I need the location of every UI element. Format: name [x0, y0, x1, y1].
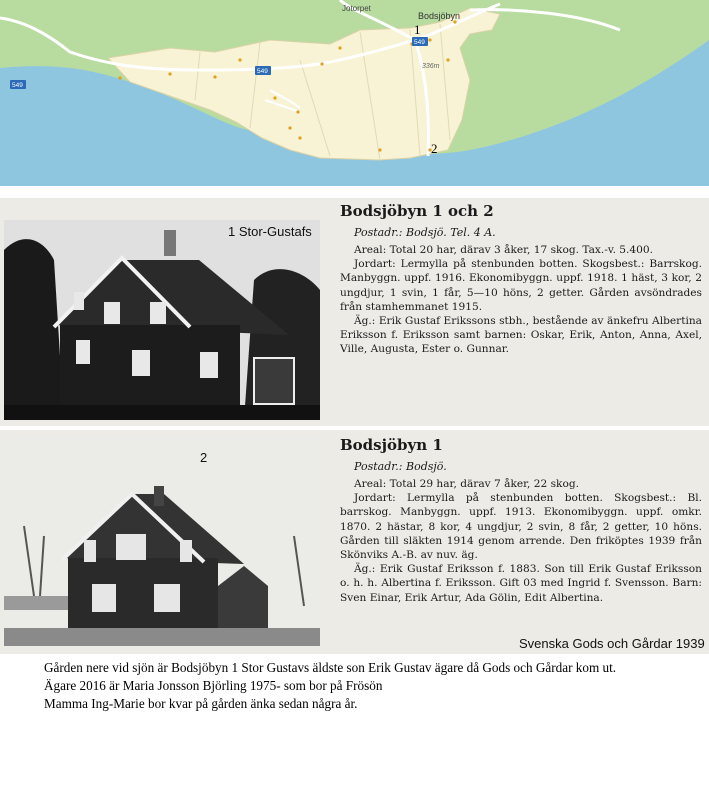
entry-1-postadr: Postadr.: Bodsjö. Tel. 4 A. — [354, 226, 496, 239]
entry-1-title: Bodsjöbyn 1 och 2 — [340, 202, 494, 220]
map[interactable] — [0, 0, 709, 186]
map-road-number-lower: 549 — [257, 68, 268, 75]
map-label-village: Bodsjöbyn — [418, 11, 461, 21]
note-line-1: Gården nere vid sjön är Bodsjöbyn 1 Stor Gustavs äldste son Erik Gustav ägare då Gods och Gårdar kom ut. — [44, 660, 617, 675]
entry-2-postadr: Postadr.: Bodsjö. — [354, 460, 447, 473]
entry-2-jordart: Jordart: Lermylla på stenbunden botten. Skogsbest.: Bl. barrskog. Manbyggn. uppf. 1913. Ekonomibyggn. uppf. omkr. 1870. 2 hästar, 8 kor, 4 ungdjur, 2 svin, 8 får, 2 getter, 10 höns. Gården till släkten 1914 genom arrende. Den friköptes 1939 från Skönviks A.-B. av nuv. äg. — [340, 492, 702, 562]
map-road-number-west: 549 — [12, 82, 23, 89]
photo-2-caption: 2 — [200, 450, 208, 465]
entry-1-areal: Areal: Total 20 har, därav 3 åker, 17 skog. Tax.-v. 5.400. — [354, 244, 654, 256]
note-line-3: Mamma Ing-Marie bor kvar på gården änka sedan några år. — [44, 696, 358, 711]
entry-2-title: Bodsjöbyn 1 — [340, 436, 443, 454]
book-scan-entry-1 — [0, 198, 709, 426]
map-elevation-label: 336m — [422, 63, 440, 70]
house-photo-1 — [4, 220, 320, 420]
source-caption: Svenska Gods och Gårdar 1939 — [519, 636, 705, 651]
entry-2-areal: Areal: Total 29 har, därav 7 åker, 22 skog. — [354, 478, 580, 490]
entry-1-article — [340, 202, 702, 357]
map-label-hamlet: Jotorpet — [342, 4, 371, 13]
map-marker-1: 1 — [414, 22, 421, 37]
notes — [44, 659, 704, 713]
house-1-illustration — [4, 220, 320, 420]
photo-1-caption: 1 Stor-Gustafs — [228, 224, 312, 239]
entry-1-jordart: Jordart: Lermylla på stenbunden botten. Skogsbest.: Barrskog. Manbyggn. uppf. 1916. Ekonomibyggn. uppf. 1918. 1 häst, 3 kor, 2 ungdjur, 1 svin, 1 får, 5—10 höns, 2 getter. Gården avsöndrades från stamhemmanet 1915. — [340, 258, 702, 313]
entry-2-owner: Äg.: Erik Gustaf Eriksson f. 1883. Son till Erik Gustaf Eriksson o. h. h. Albertina f. Eriksson. Gift 03 med Ingrid f. Svensson. Barn: Sven Einar, Erik Artur, Ada Gölin, Edit Albertina. — [340, 563, 702, 604]
map-road-number-upper: 549 — [414, 39, 425, 46]
house-2-illustration — [4, 436, 320, 646]
note-line-2: Ägare 2016 är Maria Jonsson Björling 1975- som bor på Frösön — [44, 678, 383, 693]
house-photo-2 — [4, 436, 320, 646]
entry-2-article — [340, 436, 702, 605]
entry-1-owner: Äg.: Erik Gustaf Erikssons stbh., bestående av änkefru Albertina Eriksson f. Eriksson samt barnen: Oskar, Erik, Anton, Anna, Axel, Ville, Augusta, Ester o. Gunnar. — [340, 315, 702, 356]
book-scan-entry-2 — [0, 430, 709, 654]
map-marker-2: 2 — [431, 141, 438, 156]
